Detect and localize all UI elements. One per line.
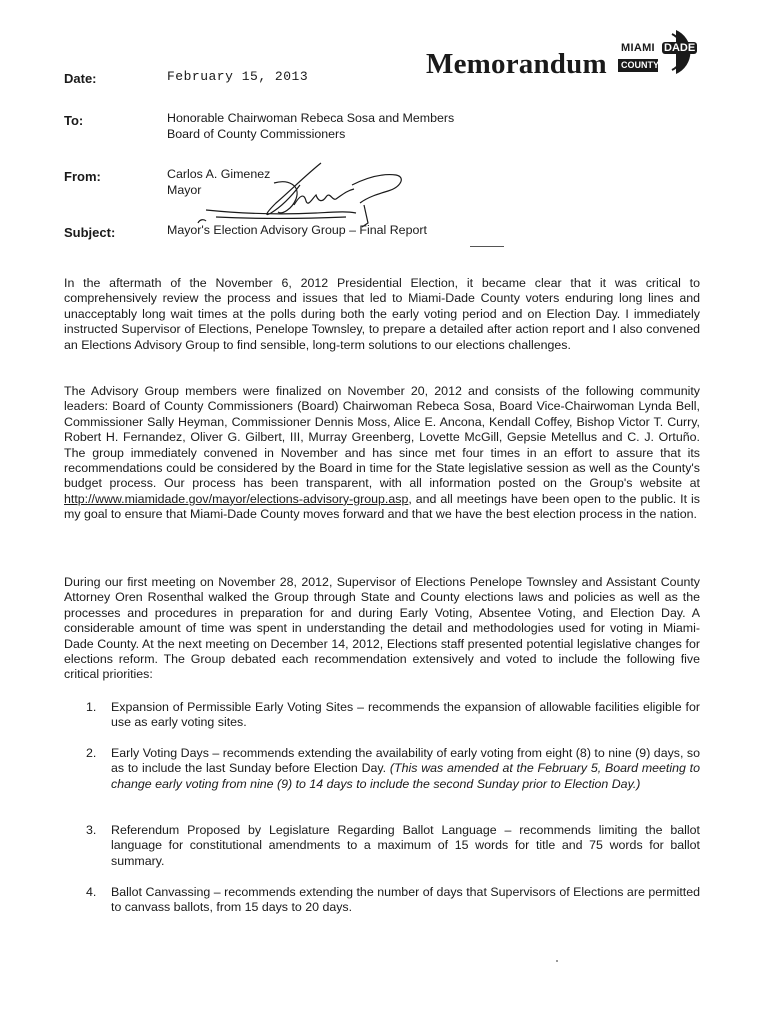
list-item-text: Expansion of Permissible Early Voting Sites – recommends the expansion of allowable facilities eligible for use as early voting sites. (111, 700, 700, 730)
divider-mark (470, 246, 504, 247)
list-item-text: Early Voting Days – recommends extending the availability of early voting from eight (8) to nine (9) days, so as to include the last Sunday before Election Day. (111, 746, 700, 776)
list-item-number: 1. (86, 700, 97, 714)
logo-text-miami: MIAMI (621, 42, 655, 54)
county-logo (618, 27, 716, 77)
subject-value: Mayor's Election Advisory Group – Final Report (167, 223, 427, 237)
list-item-note: (This was amended at the February 5, Board meeting to change early voting from nine (9) to 14 days to include the second Sunday prior to Election Day.) (111, 761, 700, 791)
page-title: Memorandum (426, 48, 607, 80)
paragraph-advisory-group (64, 384, 700, 523)
paragraph-advisory-text-a: The Advisory Group members were finalized on November 20, 2012 and consists of the following community leaders: Board of County Commissioners (Board) Chairwoman Rebeca Sosa, Board Vice-Chairwoman Lynda Bell, Commissioner Sally Heyman, Commissioner Dennis Moss, Alice E. Ancona, Kendall Coffey, Bishop Victor T. Curry, Robert H. Fernandez, Oliver G. Gilbert, III, Murray Greenberg, Lovette McGill, Gepsie Metellus and C. J. Ortuño. The group immediately convened in November and has since met four times in an effort to assure that its recommendations could be considered by the Board in time for the State legislative session as well as the County's budget process. Our process has been transparent, with all information posted on the Group's website at (64, 384, 700, 491)
list-item-text-wrap (111, 746, 700, 792)
date-label: Date: (64, 71, 97, 86)
logo-text-county: COUNTY (621, 60, 659, 70)
advisory-group-website-link[interactable]: http://www.miamidade.gov/mayor/elections-advisory-group.asp (64, 491, 409, 506)
list-item (86, 823, 700, 869)
list-item (86, 885, 700, 916)
logo-text-dade: DADE (664, 42, 696, 54)
to-line-1: Honorable Chairwoman Rebeca Sosa and Members (167, 111, 455, 125)
list-item (86, 746, 700, 792)
list-item-number: 3. (86, 823, 97, 837)
paragraph-advisory-text-b: , and all meetings have been open to the public. It is my goal to ensure that Miami-Dade County moves forward and that we have the best election process in the nation. (64, 491, 700, 522)
paragraph-first-meeting: During our first meeting on November 28, 2012, Supervisor of Elections Penelope Townsley and Assistant County Attorney Oren Rosenthal walked the Group through State and County elections laws and policies as well as the processes and procedures in preparation for and during Early Voting, Absentee Voting, and Election Day. A considerable amount of time was spent in understanding the detail and methodologies used for voting in Miami-Dade County. At the next meeting on December 14, 2012, Elections staff presented potential legislative changes for elections reform. The Group debated each recommendation extensively and voted to include the following five critical priorities: (64, 575, 700, 682)
list-item (86, 700, 700, 731)
footer-mark (556, 960, 558, 962)
to-line-2: Board of County Commissioners (167, 127, 346, 141)
from-name: Carlos A. Gimenez (167, 167, 271, 181)
to-label: To: (64, 113, 84, 128)
list-item-number: 2. (86, 746, 97, 760)
list-item-text: Referendum Proposed by Legislature Regarding Ballot Language – recommends limiting the ballot language for constitutional amendments to a maximum of 15 words for title and 75 words for ballot summary. (111, 823, 700, 868)
paragraph-intro: In the aftermath of the November 6, 2012 Presidential Election, it became clear that it was critical to comprehensively review the process and issues that led to Miami-Dade County voters enduring long lines and unacceptably long wait times at the polls during both the early voting period and on Election Day. I immediately instructed Supervisor of Elections, Penelope Townsley, to prepare a detailed after action report and I also convened an Elections Advisory Group to find sensible, long-term solutions to our elections challenges. (64, 276, 700, 352)
list-item-number: 4. (86, 885, 97, 899)
from-label: From: (64, 169, 101, 184)
from-title: Mayor (167, 183, 202, 197)
subject-label: Subject: (64, 225, 116, 240)
list-item-text: Ballot Canvassing – recommends extending the number of days that Supervisors of Elections are permitted to canvass ballots, from 15 days to 20 days. (111, 885, 700, 915)
date-value: February 15, 2013 (167, 69, 309, 84)
